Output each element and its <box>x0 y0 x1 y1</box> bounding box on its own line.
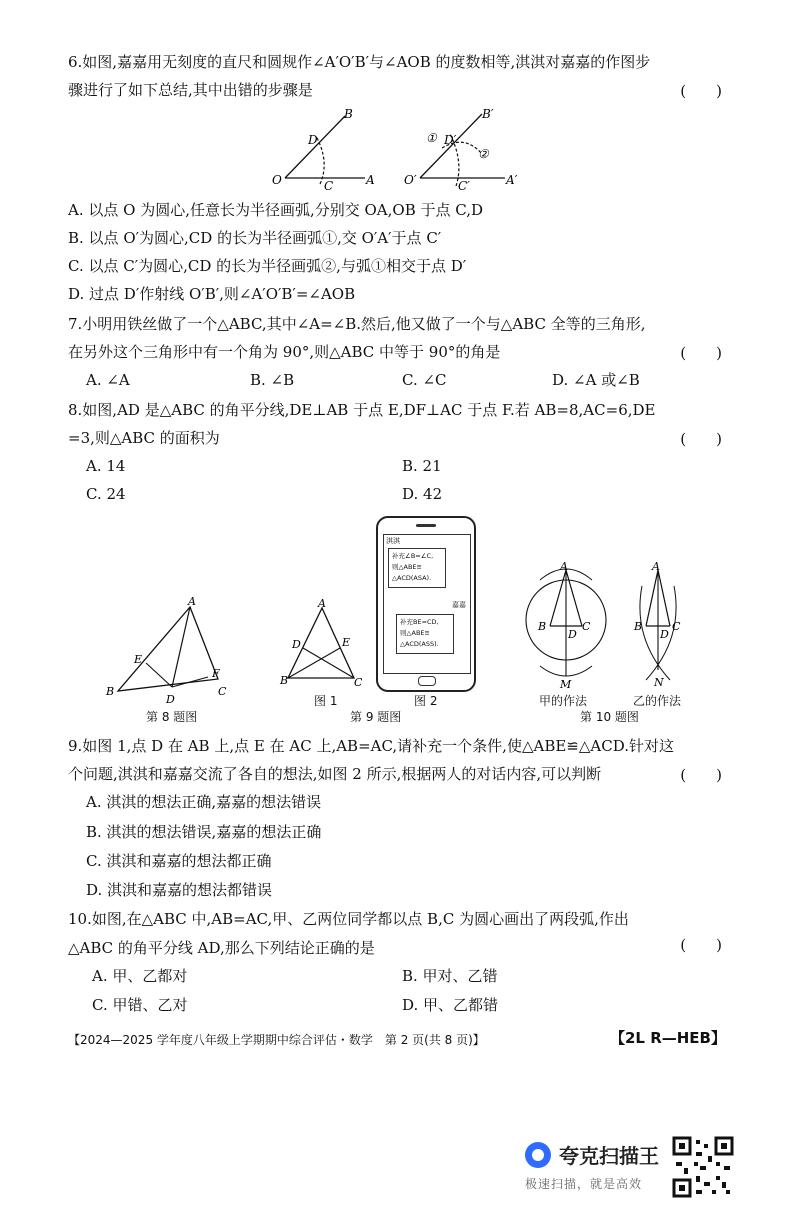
q6-ray-ob <box>285 116 345 178</box>
svg-text:D: D <box>568 628 577 641</box>
q8-stem-line2: =3,则△ABC 的面积为 <box>68 429 220 447</box>
svg-text:①: ① <box>426 131 437 145</box>
qr-code <box>672 1136 734 1198</box>
svg-text:O: O <box>272 173 282 187</box>
q9-option-a: A. 淇淇的想法正确,嘉嘉的想法错误 <box>86 793 322 811</box>
q10-figure-yi <box>622 558 702 690</box>
svg-text:C: C <box>672 620 681 633</box>
chat1-line2: 则△ABE≌ <box>392 563 422 571</box>
q6-option-a: A. 以点 O 为圆心,任意长为半径画弧,分别交 OA,OB 于点 C,D <box>68 201 483 219</box>
svg-text:C′: C′ <box>458 179 470 193</box>
scanner-slogan: 极速扫描，就是高效 <box>525 1177 643 1191</box>
svg-text:O′: O′ <box>404 173 417 187</box>
svg-text:D: D <box>308 133 318 147</box>
svg-text:B: B <box>538 620 547 633</box>
svg-text:N: N <box>654 676 664 689</box>
q10-option-b: B. 甲对、乙错 <box>402 967 498 985</box>
q10-caption: 第 10 题图 <box>580 710 639 724</box>
chat2-line3: △ACD(ASS). <box>400 640 439 648</box>
q9-option-d: D. 淇淇和嘉嘉的想法都错误 <box>86 881 273 899</box>
svg-text:C: C <box>354 676 362 689</box>
q9-fig1-caption: 图 1 <box>314 694 338 708</box>
q6-option-d: D. 过点 D′作射线 O′B′,则∠A′O′B′=∠AOB <box>68 285 356 303</box>
q7-answer-paren: ( ) <box>680 344 722 362</box>
q10-yi-ac <box>658 570 670 626</box>
q9-caption: 第 9 题图 <box>350 710 402 724</box>
svg-text:C: C <box>218 685 227 698</box>
q10-figure-jia <box>520 558 620 690</box>
svg-text:D: D <box>660 628 669 641</box>
q7-stem-line2: 在另外这个三角形中有一个角为 90°,则△ABC 中等于 90°的角是 <box>68 343 501 361</box>
scanner-watermark <box>525 1140 659 1192</box>
q6-stem-line1: 6.如图,嘉嘉用无刻度的直尺和圆规作∠A′O′B′与∠AOB 的度数相等,淇淇对嘉嘉的作图步 <box>68 53 651 71</box>
q8-option-c: C. 24 <box>86 485 126 503</box>
q7-option-b: B. ∠B <box>250 371 295 389</box>
q9-phone <box>376 516 476 692</box>
q8-answer-paren: ( ) <box>680 430 722 448</box>
svg-text:E: E <box>134 653 143 666</box>
q10-yi-ab <box>646 570 658 626</box>
chat2-line2: 则△ABE≌ <box>400 629 430 637</box>
q8-bisector-ad <box>172 607 190 687</box>
q6-stem-line2: 骤进行了如下总结,其中出错的步骤是 <box>68 81 313 99</box>
q8-stem-line1: 8.如图,AD 是△ABC 的角平分线,DE⊥AB 于点 E,DF⊥AC 于点 F.若 AB=8,AC=6,DE <box>68 401 656 419</box>
svg-text:D′: D′ <box>444 133 457 147</box>
q9-fig2-caption: 图 2 <box>414 694 438 708</box>
q6-option-b: B. 以点 O′为圆心,CD 的长为半径画弧①,交 O′A′于点 C′ <box>68 229 442 247</box>
chat-name-jiajia: 嘉嘉 <box>452 601 466 609</box>
q9-answer-paren: ( ) <box>680 766 722 784</box>
q7-stem-line1: 7.小明用铁丝做了一个△ABC,其中∠A=∠B.然后,他又做了一个与△ABC 全等的三角形, <box>68 315 646 333</box>
q8-perp-df <box>172 677 208 687</box>
q8-caption: 第 8 题图 <box>146 710 198 724</box>
svg-text:C: C <box>582 620 591 633</box>
quark-logo-icon <box>525 1142 551 1168</box>
svg-text:M: M <box>560 678 572 690</box>
q9-segment-cd <box>303 648 354 678</box>
q7-option-a: A. ∠A <box>86 371 130 389</box>
phone-home-button <box>418 676 436 686</box>
q10-yi-caption: 乙的作法 <box>633 694 682 708</box>
q10-stem-line1: 10.如图,在△ABC 中,AB=AC,甲、乙两位同学都以点 B,C 为圆心画出了两段弧,作出 <box>68 910 629 928</box>
q8-option-b: B. 21 <box>402 457 442 475</box>
chat1-line1: 补充∠B=∠C, <box>392 552 434 560</box>
q10-jia-ac <box>566 570 582 626</box>
svg-text:B: B <box>106 685 115 698</box>
svg-text:E: E <box>342 636 351 649</box>
svg-text:C: C <box>324 179 334 193</box>
q8-option-a: A. 14 <box>86 457 126 475</box>
scanner-app-name: 夸克扫描王 <box>559 1144 659 1168</box>
svg-text:B: B <box>344 107 353 121</box>
q10-option-c: C. 甲错、乙对 <box>92 996 188 1014</box>
chat-bubble-qiqi <box>388 548 446 588</box>
svg-text:A: A <box>188 595 196 608</box>
q10-answer-paren: ( ) <box>680 936 722 954</box>
q9-option-b: B. 淇淇的想法错误,嘉嘉的想法正确 <box>86 823 322 841</box>
q9-stem-line1: 9.如图 1,点 D 在 AB 上,点 E 在 AC 上,AB=AC,请补充一个条件,使△ABE≌△ACD.针对这 <box>68 737 674 755</box>
q6-answer-paren: ( ) <box>680 82 722 100</box>
q10-option-a: A. 甲、乙都对 <box>92 967 188 985</box>
svg-text:B: B <box>634 620 643 633</box>
chat-bubble-jiajia <box>396 614 454 654</box>
q10-jia-ab <box>550 570 566 626</box>
chat-name-qiqi: 淇淇 <box>386 537 400 545</box>
q10-option-d: D. 甲、乙都错 <box>402 996 499 1014</box>
phone-speaker <box>416 524 436 527</box>
q6-option-c: C. 以点 C′为圆心,CD 的长为半径画弧②,与弧①相交于点 D′ <box>68 257 467 275</box>
svg-text:B: B <box>280 674 289 687</box>
svg-text:A′: A′ <box>506 173 518 187</box>
svg-text:F: F <box>212 667 220 680</box>
svg-text:A: A <box>318 598 326 610</box>
q6-figure <box>260 104 530 196</box>
q9-figure-1 <box>278 598 362 690</box>
q8-perp-de <box>146 663 172 687</box>
q10-stem-line2: △ABC 的角平分线 AD,那么下列结论正确的是 <box>68 939 375 957</box>
chat1-line3: △ACD(ASA). <box>392 574 432 582</box>
svg-text:A: A <box>560 560 568 573</box>
svg-text:B′: B′ <box>482 107 494 121</box>
svg-text:D: D <box>292 638 301 651</box>
svg-text:②: ② <box>478 147 489 161</box>
paper-code: 【2L R—HEB】 <box>609 1029 726 1047</box>
q9-stem-line2: 个问题,淇淇和嘉嘉交流了各自的想法,如图 2 所示,根据两人的对话内容,可以判断 <box>68 765 602 783</box>
q8-option-d: D. 42 <box>402 485 443 503</box>
chat2-line1: 补充BE=CD, <box>400 618 439 626</box>
svg-text:D: D <box>166 693 175 705</box>
q10-jia-caption: 甲的作法 <box>539 694 588 708</box>
q7-option-c: C. ∠C <box>402 371 447 389</box>
page-footer: 【2024—2025 学年度八年级上学期期中综合评估・数学 第 2 页(共 8 页)】 <box>68 1033 485 1047</box>
svg-text:A: A <box>366 173 375 187</box>
q8-figure <box>100 595 230 705</box>
q9-option-c: C. 淇淇和嘉嘉的想法都正确 <box>86 852 272 870</box>
q7-option-d: D. ∠A 或∠B <box>552 371 640 389</box>
svg-text:A: A <box>652 560 660 573</box>
